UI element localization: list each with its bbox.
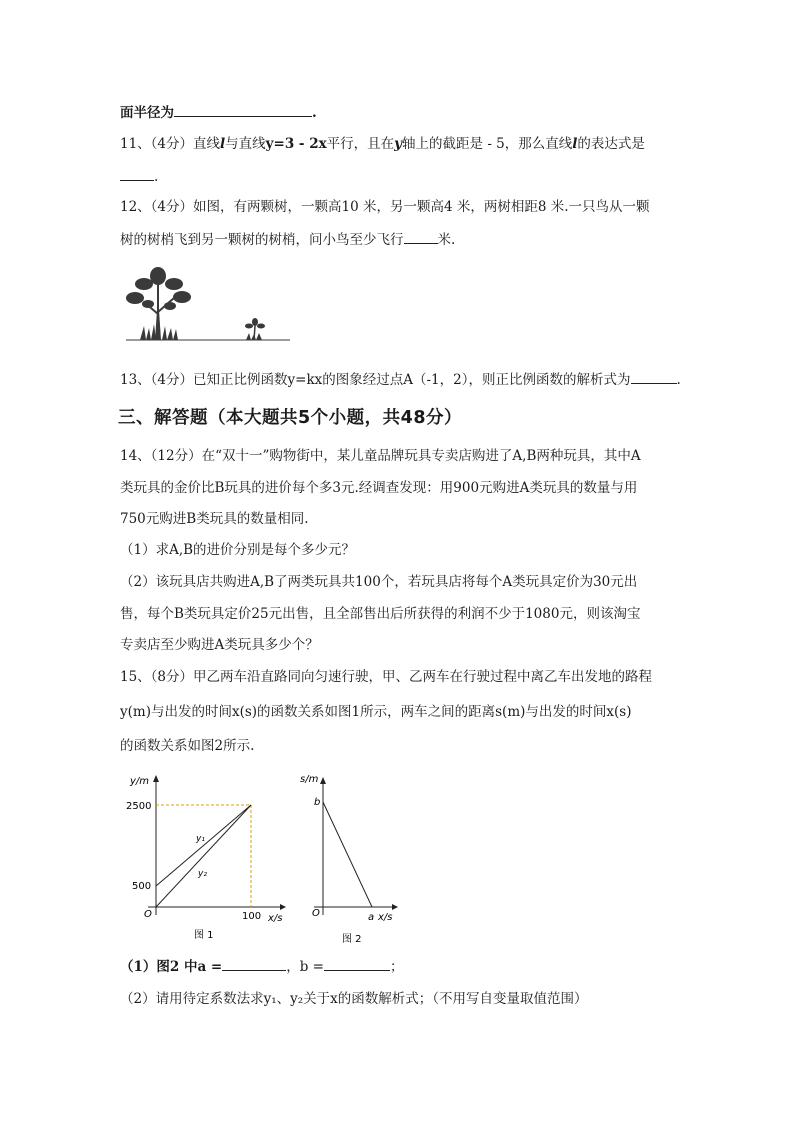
q11-line2 bbox=[120, 167, 158, 186]
fig2-line-s bbox=[323, 802, 372, 907]
fig2-tick-b: b bbox=[314, 797, 321, 808]
q11-text-e: 的表达式是 bbox=[577, 136, 645, 152]
q15-part1 bbox=[120, 957, 404, 976]
q15-part1-a-label: （1）图2 中a = bbox=[120, 959, 223, 975]
q14-line2: 类玩具的金价比B玩具的进价每个多3元.经调查发现：用900元购进A类玩具的数量与用 bbox=[120, 480, 638, 496]
q14-line1: 14、（12分）在“双十一”购物街中，某儿童品牌玩具专卖店购进了A,B两种玩具，其中A bbox=[120, 448, 641, 464]
q15-part1-b-label: ，b = bbox=[286, 959, 324, 975]
q11-text-d: 轴上的截距是 - 5，那么直线 bbox=[402, 136, 573, 152]
q12-line2 bbox=[120, 230, 455, 249]
q11-line-l: l bbox=[220, 136, 226, 152]
q10-end: . bbox=[312, 105, 317, 121]
q10-continuation bbox=[120, 103, 317, 122]
q11-line-l2: l bbox=[572, 136, 578, 152]
fig1-x-arrow bbox=[280, 904, 286, 910]
fig2-y-axis-label: s/m bbox=[300, 774, 319, 785]
figure-1 bbox=[118, 770, 288, 945]
figure-2 bbox=[296, 770, 406, 950]
fig2-caption: 图 2 bbox=[342, 934, 362, 945]
q15-line2: y(m)与出发的时间x(s)的函数关系如图1所示，两车之间的距离s(m)与出发的时间x(s) bbox=[120, 704, 632, 720]
fig2-x-arrow bbox=[392, 904, 398, 910]
q14-part2-line3: 专卖店至少购进A类玩具多少个？ bbox=[120, 637, 319, 653]
q11-end: . bbox=[154, 169, 159, 185]
q15-part1-end: ； bbox=[390, 959, 404, 975]
q15-b-answer-blank[interactable] bbox=[324, 957, 390, 971]
q14-part2-line2: 售，每个B类玩具定价25元出售，且全部售出后所获得的利润不少于1080元，则该淘宝 bbox=[120, 606, 641, 622]
fig1-origin: O bbox=[144, 909, 152, 920]
q15-line1: 15、（8分）甲乙两车沿直路同向匀速行驶，甲、乙两车在行驶过程中离乙车出发地的路程 bbox=[120, 669, 653, 685]
q11-text-c: 平行，且在 bbox=[326, 136, 395, 152]
q11-answer-blank[interactable] bbox=[120, 167, 154, 181]
q14-line3: 750元购进B类玩具的数量相同. bbox=[120, 511, 309, 527]
fig1-line-y2 bbox=[156, 805, 251, 907]
fig1-tick-2500: 2500 bbox=[126, 801, 152, 812]
q13-text: 13、（4分）已知正比例函数y=kx的图象经过点A（-1，2），则正比例函数的解析式为 bbox=[120, 372, 631, 388]
q13-line bbox=[120, 370, 681, 389]
fig1-label-y2: y₂ bbox=[198, 869, 207, 879]
q15-line3: 的函数关系如图2所示. bbox=[120, 738, 255, 754]
q11-text-b: 与直线 bbox=[225, 136, 266, 152]
fig2-x-axis-label: x/s bbox=[378, 912, 393, 923]
fig2-origin: O bbox=[312, 908, 320, 919]
q15-a-answer-blank[interactable] bbox=[222, 957, 286, 971]
q12-text: 树的树梢飞到另一颗树的树梢，问小鸟至少飞行 bbox=[120, 232, 404, 248]
q12-line1: 12、（4分）如图，有两颗树，一颗高10 米，另一颗高4 米，两树相距8 米.一只鸟从一颗 bbox=[120, 199, 650, 215]
q14-part1: （1）求A,B的进价分别是每个多少元？ bbox=[120, 542, 356, 558]
fig1-label-y1: y₁ bbox=[196, 834, 205, 844]
q13-end: . bbox=[676, 372, 681, 388]
q12-answer-blank[interactable] bbox=[404, 230, 438, 244]
fig1-y-axis-label: y/m bbox=[130, 776, 150, 787]
q12-unit: 米. bbox=[437, 232, 456, 248]
q11-equation: y=3 - 2x bbox=[265, 136, 327, 152]
fig2-tick-a: a bbox=[368, 912, 375, 923]
fig1-tick-500: 500 bbox=[132, 881, 152, 892]
fig2-y-arrow bbox=[320, 777, 326, 784]
q15-part2: （2）请用待定系数法求y₁、y₂关于x的函数解析式；（不用写自变量取值范围） bbox=[120, 991, 588, 1007]
fig1-y-arrow bbox=[153, 775, 159, 782]
q14-part2-line1: （2）该玩具店共购进A,B了两类玩具共100个，若玩具店将每个A类玩具定价为30元出 bbox=[120, 574, 638, 590]
fig1-tick-100: 100 bbox=[242, 911, 262, 922]
q10-text: 面半径为 bbox=[120, 105, 174, 121]
q11-y: y bbox=[394, 136, 403, 152]
q10-answer-blank[interactable] bbox=[174, 103, 312, 117]
q11-prefix: 11、（4分）直线 bbox=[120, 136, 221, 152]
trees-illustration bbox=[118, 262, 298, 344]
fig1-x-axis-label: x/s bbox=[268, 913, 283, 924]
section-3-heading: 三、解答题（本大题共5个小题，共48分） bbox=[118, 408, 463, 428]
q11-line1 bbox=[120, 135, 645, 153]
q13-answer-blank[interactable] bbox=[631, 370, 677, 384]
fig1-caption: 图 1 bbox=[194, 930, 214, 941]
